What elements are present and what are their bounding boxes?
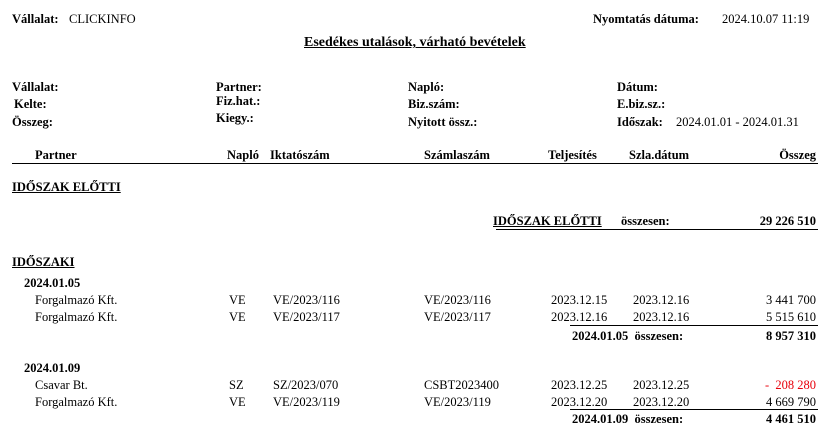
print-date-value: 2024.10.07 11:19 bbox=[722, 12, 810, 26]
cell-partner: Forgalmazó Kft. bbox=[35, 293, 118, 307]
filter-idoszak-value: 2024.01.01 - 2024.01.31 bbox=[676, 115, 799, 129]
col-naplo: Napló bbox=[227, 148, 259, 162]
cell-szamla: VE/2023/119 bbox=[424, 395, 491, 409]
cell-szamla: CSBT2023400 bbox=[424, 378, 500, 392]
col-szamlaszam: Számlaszám bbox=[424, 148, 490, 162]
cell-osszeg-negative: - 208 280 bbox=[764, 378, 816, 392]
cell-szla: 2023.12.25 bbox=[633, 378, 690, 392]
cell-szamla: VE/2023/116 bbox=[424, 293, 491, 307]
company-value: CLICKINFO bbox=[69, 12, 136, 26]
cell-telj: 2023.12.20 bbox=[551, 395, 608, 409]
cell-szla: 2023.12.20 bbox=[633, 395, 690, 409]
cell-osszeg: 5 515 610 bbox=[766, 310, 816, 324]
col-partner: Partner bbox=[35, 148, 77, 162]
cell-telj: 2023.12.16 bbox=[551, 310, 608, 324]
group-total-value: 4 461 510 bbox=[766, 412, 816, 426]
section-period-title: IDŐSZAKI bbox=[12, 255, 75, 269]
cell-naplo: VE bbox=[229, 310, 246, 324]
page-title: Esedékes utalások, várható bevételek bbox=[304, 35, 526, 50]
group-total-label: 2024.01.05 összesen: bbox=[572, 329, 684, 343]
group-total-divider bbox=[570, 409, 818, 410]
cell-szla: 2023.12.16 bbox=[633, 310, 690, 324]
cell-naplo: VE bbox=[229, 395, 246, 409]
filter-partner: Partner: bbox=[216, 80, 262, 94]
filter-vallalat: Vállalat: bbox=[12, 80, 59, 94]
col-szladatum: Szla.dátum bbox=[629, 148, 690, 162]
filter-fizhat: Fiz.hat.: bbox=[216, 94, 261, 108]
cell-telj: 2023.12.15 bbox=[551, 293, 608, 307]
filter-kelte: Kelte: bbox=[14, 97, 47, 111]
cell-szamla: VE/2023/117 bbox=[424, 310, 491, 324]
cell-osszeg: 4 669 790 bbox=[766, 395, 816, 409]
filter-naplo: Napló: bbox=[408, 80, 445, 94]
filter-bizszam: Biz.szám: bbox=[408, 97, 460, 111]
before-total-label: IDŐSZAK ELŐTTI bbox=[493, 214, 602, 228]
filter-nyitott: Nyitott össz.: bbox=[408, 115, 478, 129]
group-date: 2024.01.09 bbox=[24, 361, 81, 375]
header-divider bbox=[12, 163, 818, 164]
filter-ebizsz: E.biz.sz.: bbox=[617, 97, 666, 111]
group-total-divider bbox=[570, 325, 818, 326]
filter-osszeg: Összeg: bbox=[12, 115, 53, 129]
cell-iktato: SZ/2023/070 bbox=[273, 378, 339, 392]
cell-iktato: VE/2023/117 bbox=[273, 310, 340, 324]
cell-telj: 2023.12.25 bbox=[551, 378, 608, 392]
cell-naplo: SZ bbox=[229, 378, 244, 392]
col-teljesites: Teljesítés bbox=[548, 148, 597, 162]
group-total-label: 2024.01.09 összesen: bbox=[572, 412, 684, 426]
cell-naplo: VE bbox=[229, 293, 246, 307]
print-date-label: Nyomtatás dátuma: bbox=[593, 12, 699, 26]
company-label: Vállalat: bbox=[12, 12, 59, 26]
cell-osszeg: 3 441 700 bbox=[766, 293, 816, 307]
cell-partner: Forgalmazó Kft. bbox=[35, 310, 118, 324]
col-osszeg: Összeg bbox=[779, 148, 816, 162]
filter-idoszak-label: Időszak: bbox=[617, 115, 663, 129]
col-iktatoszam: Iktatószám bbox=[270, 148, 330, 162]
cell-iktato: VE/2023/119 bbox=[273, 395, 340, 409]
cell-partner: Csavar Bt. bbox=[35, 378, 88, 392]
before-total-word: összesen: bbox=[621, 214, 670, 228]
group-date: 2024.01.05 bbox=[24, 276, 81, 290]
group-total-value: 8 957 310 bbox=[766, 329, 816, 343]
cell-partner: Forgalmazó Kft. bbox=[35, 395, 118, 409]
cell-iktato: VE/2023/116 bbox=[273, 293, 340, 307]
before-total-divider bbox=[496, 229, 818, 230]
filter-datum: Dátum: bbox=[617, 80, 658, 94]
section-before-title: IDŐSZAK ELŐTTI bbox=[12, 180, 121, 194]
before-total-value: 29 226 510 bbox=[759, 214, 816, 228]
filter-kiegy: Kiegy.: bbox=[216, 111, 254, 125]
cell-szla: 2023.12.16 bbox=[633, 293, 690, 307]
